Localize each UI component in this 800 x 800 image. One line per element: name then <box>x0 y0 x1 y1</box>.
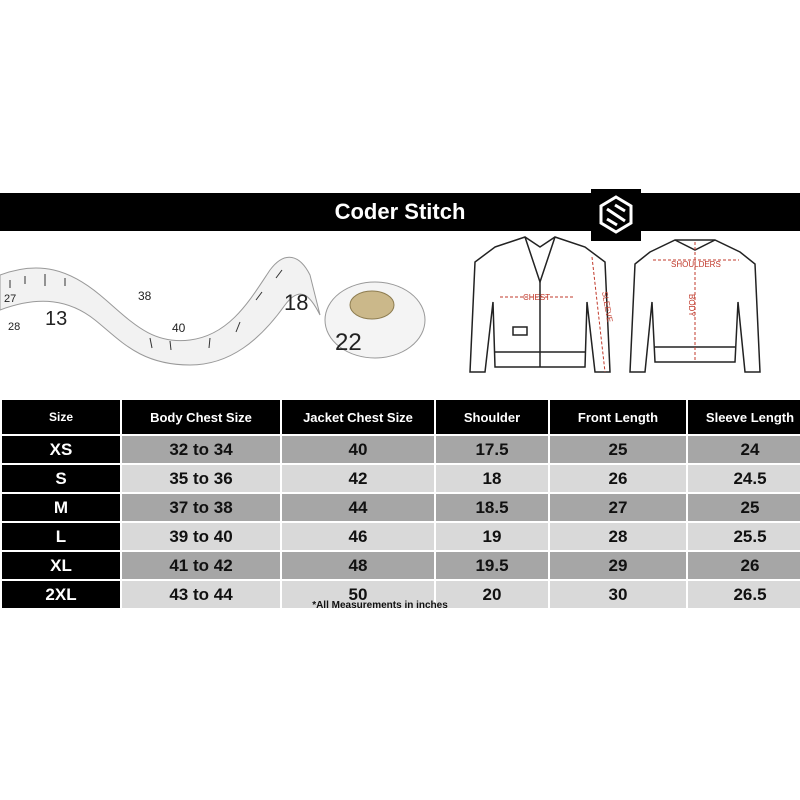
size-cell: 2XL <box>2 581 120 608</box>
table-cell: 25 <box>550 436 686 463</box>
table-cell: 37 to 38 <box>122 494 280 521</box>
tape-number: 28 <box>8 321 21 333</box>
column-header: Jacket Chest Size <box>282 400 434 434</box>
size-cell: XS <box>2 436 120 463</box>
size-cell: XL <box>2 552 120 579</box>
measurement-note: *All Measurements in inches <box>312 600 448 611</box>
tape-number: 13 <box>45 308 68 330</box>
brand-title: Coder Stitch <box>334 199 466 224</box>
table-cell: 24 <box>688 436 800 463</box>
tape-number: 40 <box>172 321 186 335</box>
measuring-tape-image <box>0 240 440 370</box>
table-cell: 46 <box>282 523 434 550</box>
table-cell: 26.5 <box>688 581 800 608</box>
table-cell: 48 <box>282 552 434 579</box>
column-header: Front Length <box>550 400 686 434</box>
table-cell: 29 <box>550 552 686 579</box>
table-cell: 17.5 <box>436 436 548 463</box>
table-row <box>2 436 800 463</box>
jacket-front-icon <box>470 237 610 372</box>
table-cell: 26 <box>688 552 800 579</box>
table-row <box>2 523 800 550</box>
table-cell: 26 <box>550 465 686 492</box>
table-cell: 40 <box>282 436 434 463</box>
table-row <box>2 465 800 492</box>
table-cell: 25 <box>688 494 800 521</box>
table-row <box>2 494 800 521</box>
size-cell: M <box>2 494 120 521</box>
tape-roll-core <box>350 291 394 319</box>
table-cell: 25.5 <box>688 523 800 550</box>
body-label: BODY <box>687 294 696 317</box>
table-cell: 35 to 36 <box>122 465 280 492</box>
column-header: Sleeve Length <box>688 400 800 434</box>
table-cell: 30 <box>550 581 686 608</box>
table-header-row <box>2 400 800 434</box>
table-cell: 42 <box>282 465 434 492</box>
table-cell: 32 to 34 <box>122 436 280 463</box>
table-cell: 18.5 <box>436 494 548 521</box>
table-cell: 44 <box>282 494 434 521</box>
tape-number: 22 <box>335 329 362 356</box>
tape-number: 38 <box>138 289 152 303</box>
tape-number: 18 <box>284 290 309 315</box>
jacket-measurement-diagram <box>455 222 775 392</box>
table-cell: 28 <box>550 523 686 550</box>
column-header: Body Chest Size <box>122 400 280 434</box>
table-cell: 50 <box>282 581 434 608</box>
table-cell: 20 <box>436 581 548 608</box>
size-chart-table <box>0 398 800 610</box>
chest-label: CHEST <box>523 293 551 302</box>
table-cell: 24.5 <box>688 465 800 492</box>
column-header: Shoulder <box>436 400 548 434</box>
table-cell: 39 to 40 <box>122 523 280 550</box>
sleeve-label: SLEEVE <box>600 290 615 324</box>
shoulders-label: SHOULDERS <box>671 260 721 269</box>
table-cell: 18 <box>436 465 548 492</box>
table-cell: 19.5 <box>436 552 548 579</box>
table-cell: 43 to 44 <box>122 581 280 608</box>
table-cell: 27 <box>550 494 686 521</box>
table-row <box>2 552 800 579</box>
size-cell: L <box>2 523 120 550</box>
table-cell: 19 <box>436 523 548 550</box>
table-cell: 41 to 42 <box>122 552 280 579</box>
column-header: Size <box>2 400 120 434</box>
size-cell: S <box>2 465 120 492</box>
tape-number: 27 <box>4 293 17 305</box>
